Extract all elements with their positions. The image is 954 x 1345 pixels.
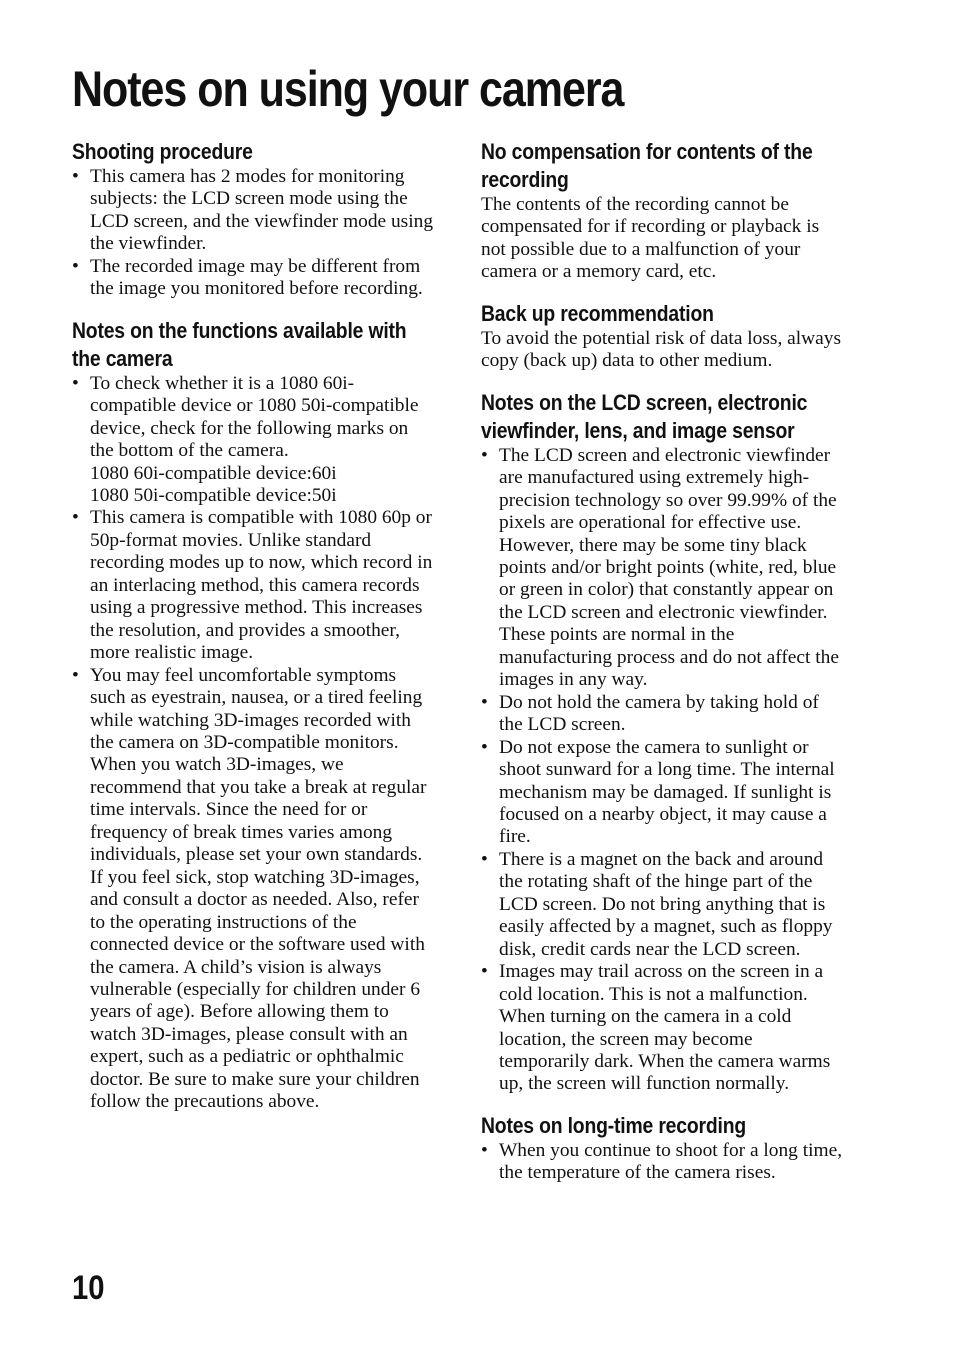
bullet-text: To check whether it is a 1080 60i-compatible device or 1080 50i-compatible device, check for the following marks on the bottom of the camera. — [90, 372, 419, 462]
bullet-item: • Images may trail across on the screen in a cold location. This is not a malfunction. When turning on the camera in a cold location, the screen may become temporarily dark. When the camera warms up, the screen will function normally. — [481, 961, 843, 1096]
bullet-item: • Do not hold the camera by taking hold of the LCD screen. — [481, 692, 843, 737]
page-number: 10 — [72, 1269, 105, 1307]
bullet-list — [72, 166, 434, 301]
section-functions-available — [72, 317, 434, 1114]
bullet-list — [481, 1140, 843, 1185]
bullet-item: • The recorded image may be different from the image you monitored before recording. — [72, 256, 434, 301]
bullet-item: • When you continue to shoot for a long time, the temperature of the camera rises. — [481, 1140, 843, 1185]
section-shooting-procedure — [72, 138, 434, 301]
section-text: To avoid the potential risk of data loss, always copy (back up) data to other medium. — [481, 327, 841, 372]
right-column — [481, 138, 843, 1201]
bullet-list — [481, 445, 843, 1096]
compat-50i-line: 1080 50i-compatible device:50i — [90, 484, 337, 506]
bullet-item: • You may feel uncomfortable symptoms such as eyestrain, nausea, or a tired feeling while watching 3D-images recorded with the camera on 3D-compatible monitors. When you watch 3D-images, we recommend that you take a break at regular time intervals. Since the need for or frequency of break times varies among individuals, please set your own standards. If you feel sick, stop watching 3D-images, and consult a doctor as needed. Also, refer to the operating instructions of the connected device or the software used with the camera. A child’s vision is always vulnerable (especially for children under 6 years of age). Before allowing them to watch 3D-images, please consult with an expert, such as a pediatric or ophthalmic doctor. Be sure to make sure your children follow the precautions above. — [72, 665, 434, 1114]
compat-60i-line: 1080 60i-compatible device:60i — [90, 462, 337, 484]
section-heading: Notes on the functions available with the camera — [72, 317, 407, 371]
section-heading: Notes on long-time recording — [481, 1112, 747, 1138]
left-column — [72, 138, 434, 1130]
bullet-item — [72, 373, 434, 508]
bullet-list — [72, 373, 434, 1114]
bullet-item: • This camera has 2 modes for monitoring subjects: the LCD screen mode using the LCD screen, and the viewfinder mode using the viewfinder. — [72, 166, 434, 256]
section-text: The contents of the recording cannot be compensated for if recording or playback is not possible due to a malfunction of your camera or a memory card, etc. — [481, 194, 820, 283]
bullet-item: • There is a magnet on the back and around the rotating shaft of the hinge part of the LCD screen. Do not bring anything that is easily affected by a magnet, such as floppy disk, credit cards near the LCD screen. — [481, 849, 843, 961]
section-heading: Back up recommendation — [481, 300, 714, 326]
bullet-item: • Do not expose the camera to sunlight or shoot sunward for a long time. The internal mechanism may be damaged. If sunlight is focused on a nearby object, it may cause a fire. — [481, 737, 843, 849]
bullet-item: • This camera is compatible with 1080 60p or 50p-format movies. Unlike standard recording modes up to now, which record in an interlacing method, this camera records using a progressive method. This increases the resolution, and provides a smoother, more realistic image. — [72, 507, 434, 664]
section-heading: Shooting procedure — [72, 139, 253, 164]
section-heading: No compensation for contents of the recording — [481, 139, 813, 192]
section-heading: Notes on the LCD screen, electronic viewfinder, lens, and image sensor — [481, 389, 808, 443]
section-backup — [481, 300, 843, 373]
bullet-item: • The LCD screen and electronic viewfinder are manufactured using extremely high-precision technology so over 99.99% of the pixels are operational for effective use. However, there may be some tiny black points and/or bright points (white, red, blue or green in color) that constantly appear on the LCD screen and electronic viewfinder. These points are normal in the manufacturing process and do not affect the images in any way. — [481, 445, 843, 692]
section-lcd-screen — [481, 389, 843, 1096]
section-long-time-recording — [481, 1112, 843, 1185]
page-title: Notes on using your camera — [72, 61, 624, 117]
section-no-compensation — [481, 138, 843, 284]
